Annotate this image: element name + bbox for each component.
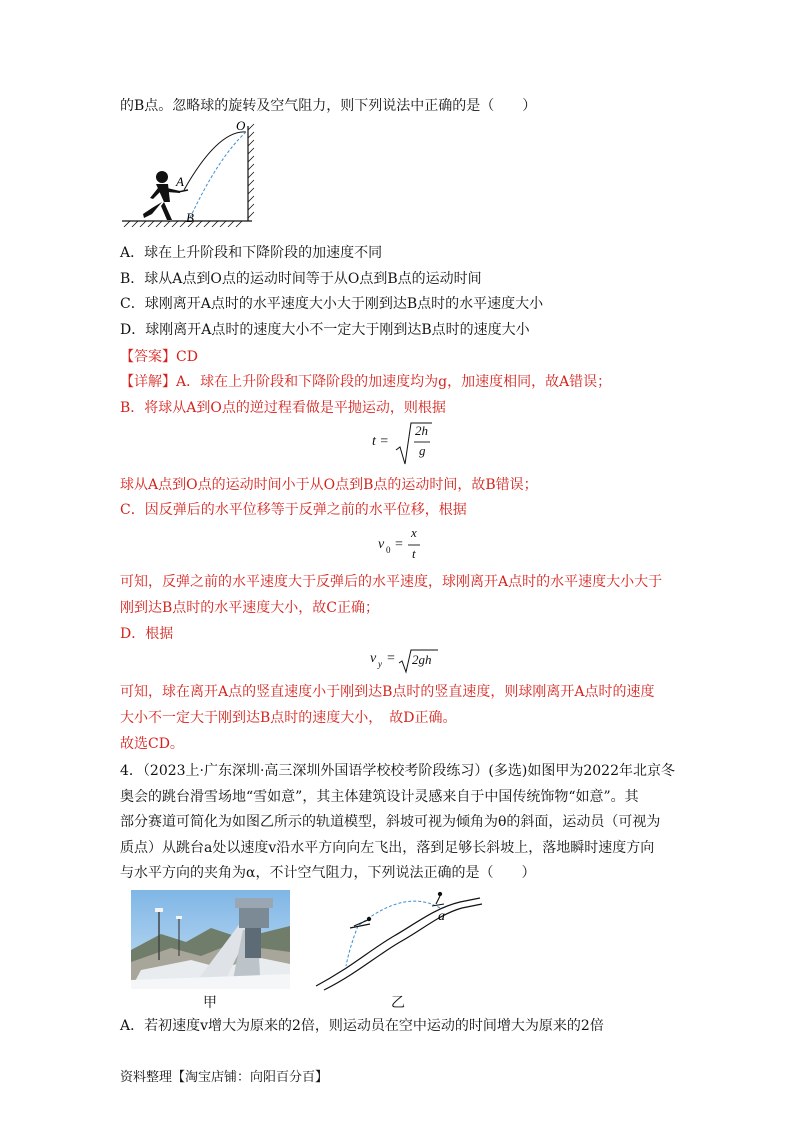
player-silhouette xyxy=(143,171,180,220)
q4-stem-line: 质点）从跳台a处以速度v沿水平方向向左飞出，落到足够长斜坡上，落地瞬时速度方向 xyxy=(120,840,655,856)
point-a-label: a xyxy=(438,909,445,924)
track-diagram xyxy=(310,886,485,991)
q4-option-a: A．若初速度v增大为原来的2倍，则运动员在空中运动的时间增大为原来的2倍 xyxy=(120,1018,604,1034)
option-c: C．球刚离开A点时的水平速度大小大于刚到达B点时的水平速度大小 xyxy=(120,296,544,312)
equation-vy: v y = 2gh xyxy=(370,648,440,674)
explain-line: 大小不一定大于刚到达B点时的速度大小， 故D正确。 xyxy=(120,710,457,726)
option-d: D．球刚离开A点时的速度大小不一定大于刚到达B点时的速度大小 xyxy=(120,322,530,338)
explain-line: 可知，球在离开A点的竖直速度小于刚到达B点时的竖直速度，则球刚离开A点时的速度 xyxy=(120,684,655,700)
explain-line: B．将球从A到O点的逆过程看做是平抛运动，则根据 xyxy=(120,400,446,416)
answer: 【答案】CD xyxy=(120,349,198,365)
figure-label-yi: 乙 xyxy=(391,995,405,1011)
q4-stem-line: 奥会的跳台滑雪场地“雪如意”，其主体建筑设计灵感来自于中国传统饰物“如意”。其 xyxy=(120,789,639,805)
explain-line: 刚到达B点时的水平速度大小，故C正确； xyxy=(120,600,379,616)
explain-line: 可知，反弹之前的水平速度大于反弹后的水平速度，球刚离开A点时的水平速度大小大于 xyxy=(120,574,663,590)
label-O: O xyxy=(236,118,246,133)
skier-start-icon xyxy=(432,892,444,906)
explain-line: 故选CD。 xyxy=(120,736,184,752)
option-b: B．球从A点到O点的运动时间等于从O点到B点的运动时间 xyxy=(120,271,482,287)
ski-jump-photo xyxy=(131,890,290,989)
label-A: A xyxy=(176,174,184,189)
skier-icon xyxy=(350,917,371,928)
label-B: B xyxy=(186,210,194,225)
explain-line: C．因反弹后的水平位移等于反弹之前的水平位移，根据 xyxy=(120,502,467,518)
option-a: A．球在上升阶段和下降阶段的加速度不同 xyxy=(120,245,383,261)
q4-stem-line: 4．（2023上·广东深圳·高三深圳外国语学校校考阶段练习）(多选)如图甲为2022年北京冬 xyxy=(120,763,675,779)
equation-v0: v 0 = x t xyxy=(378,525,417,561)
explain-line: 【详解】A．球在上升阶段和下降阶段的加速度均为g，加速度相同，故A错误； xyxy=(120,374,612,390)
question-stem: 的B点。忽略球的旋转及空气阻力，则下列说法中正确的是（ ） xyxy=(120,98,537,114)
explain-line: 球从A点到O点的运动时间小于从O点到B点的运动时间，故B错误； xyxy=(120,477,538,493)
q4-stem-line: 与水平方向的夹角为α，不计空气阻力，下列说法正确的是（ ） xyxy=(120,865,536,881)
q3-figure xyxy=(118,118,268,230)
q4-stem-line: 部分赛道可简化为如图乙所示的轨道模型，斜坡可视为倾角为θ的斜面，运动员（可视为 xyxy=(120,814,661,830)
equation-t: t = 2h g xyxy=(372,420,442,466)
explain-line: D．根据 xyxy=(120,626,174,642)
figure-label-jia: 甲 xyxy=(203,995,217,1011)
footer: 资料整理【淘宝店铺：向阳百分百】 xyxy=(120,1070,329,1085)
